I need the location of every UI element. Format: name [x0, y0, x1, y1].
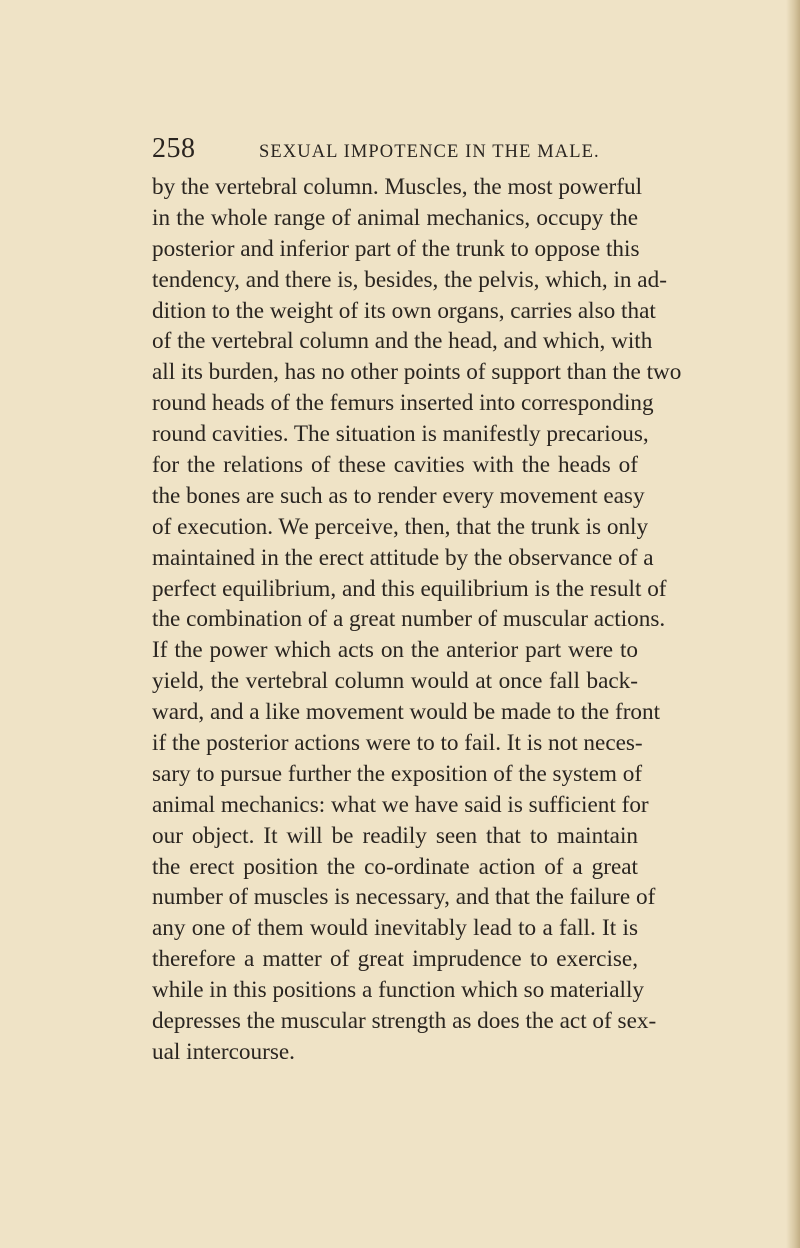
text-line: round cavities. The situation is manifestly precarious,	[152, 421, 649, 448]
text-line: of execution. We perceive, then, that the trunk is only	[152, 513, 649, 540]
text-line: maintained in the erect attitude by the observance of a	[152, 544, 654, 571]
text-line: the erect position the co-ordinate action of a great	[152, 853, 638, 880]
text-line: while in this positions a function which so materially	[152, 977, 645, 1004]
text-line: for the relations of these cavities with the heads of	[152, 452, 638, 479]
text-line: depresses the muscular strength as does the act of sex-	[152, 1008, 657, 1035]
text-line: by the vertebral column. Muscles, the most powerful	[152, 174, 643, 200]
text-line: number of muscles is necessary, and that the failure of	[152, 884, 656, 911]
text-line: round heads of the femurs inserted into corresponding	[152, 390, 654, 417]
text-line: therefore a matter of great imprudence to exercise,	[152, 946, 638, 973]
text-line: the combination of a great number of muscular actions.	[152, 606, 666, 633]
running-head: SEXUAL IMPOTENCE IN THE MALE.	[259, 142, 600, 162]
page-header	[152, 133, 672, 167]
text-line: sary to pursue further the exposition of the system of	[152, 760, 643, 787]
text-line: yield, the vertebral column would at once fall back-	[152, 668, 638, 695]
text-line: of the vertebral column and the head, and which, with	[152, 328, 653, 355]
page-number: 258	[152, 133, 196, 164]
text-line: dition to the weight of its own organs, carries also that	[152, 297, 656, 324]
text-line: perfect equilibrium, and this equilibrium is the result of	[152, 575, 667, 602]
page-edge-shadow	[786, 0, 800, 1248]
text-line: any one of them would inevitably lead to a fall. It is	[152, 915, 638, 942]
text-line: in the whole range of animal mechanics, occupy the	[152, 204, 638, 231]
text-line: If the power which acts on the anterior part were to	[152, 637, 638, 664]
text-line: ward, and a like movement would be made to the front	[152, 699, 661, 726]
text-line: posterior and inferior part of the trunk to oppose this	[152, 235, 640, 262]
text-line: all its burden, has no other points of support than the two	[152, 359, 682, 386]
body-paragraph	[152, 172, 682, 1068]
text-line: our object. It will be readily seen that to maintain	[152, 822, 638, 849]
text-line: the bones are such as to render every movement easy	[152, 482, 645, 509]
text-line: tendency, and there is, besides, the pelvis, which, in ad-	[152, 266, 667, 293]
text-line: if the posterior actions were to to fail. It is not neces-	[152, 730, 643, 757]
text-line: animal mechanics: what we have said is sufficient for	[152, 791, 649, 818]
text-line: ual intercourse.	[152, 1038, 295, 1065]
